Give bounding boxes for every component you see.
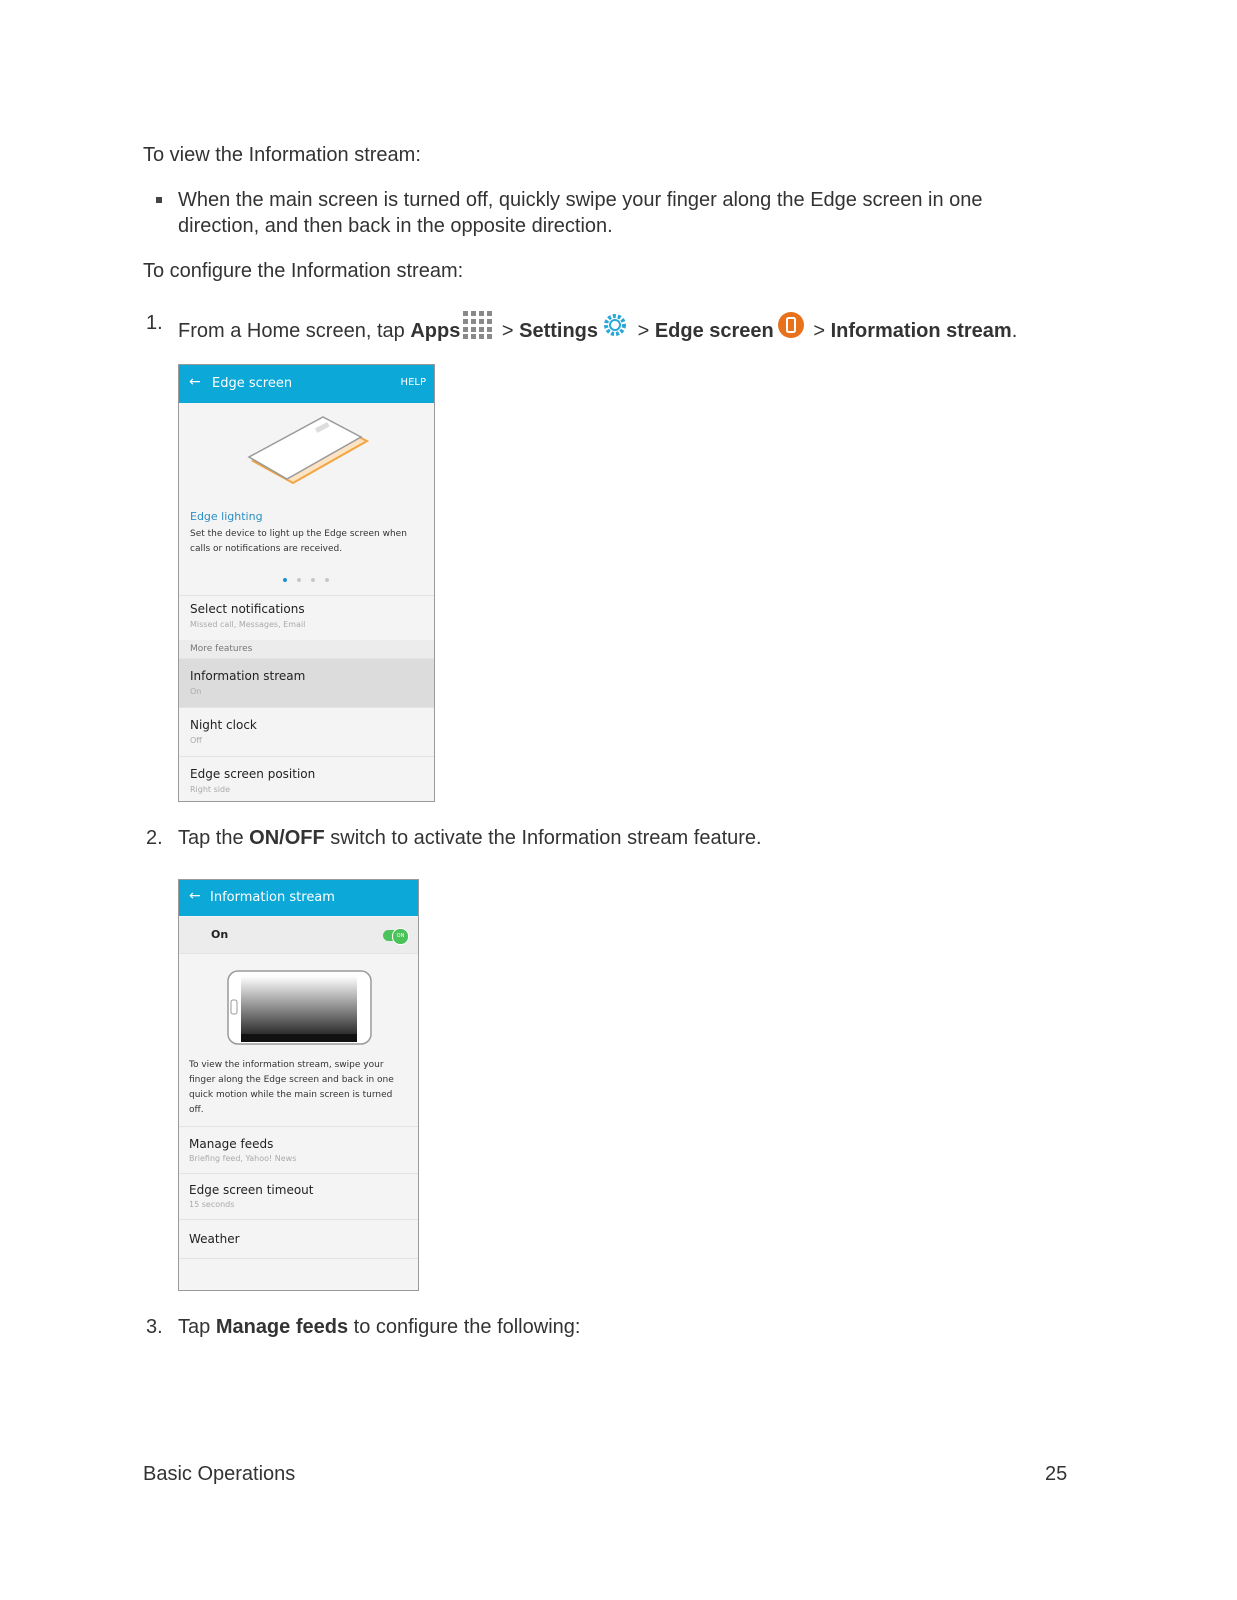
edge-screen-position-row[interactable] <box>179 757 434 801</box>
on-off-toggle[interactable] <box>383 930 407 941</box>
edge-screen-screenshot <box>178 364 435 802</box>
step2-suffix: switch to activate the Information stream feature. <box>324 827 762 849</box>
back-arrow-icon[interactable]: ← <box>189 374 201 390</box>
edge-screen-timeout-label: Edge screen timeout <box>189 1183 314 1197</box>
onoff-label: ON/OFF <box>249 827 325 849</box>
bullet-text-line2: direction, and then back in the opposite direction. <box>178 215 613 237</box>
more-features-header <box>179 640 434 659</box>
edge-screen-timeout-row[interactable] <box>179 1173 418 1220</box>
step3-text <box>178 1314 580 1340</box>
phone-stream-illustration <box>227 970 373 1050</box>
weather-row[interactable] <box>179 1220 418 1259</box>
apps-grid-icon <box>463 311 493 346</box>
step1-text <box>178 311 1017 346</box>
step3-number: 3. <box>146 1316 163 1338</box>
intro-view-text: To view the Information stream: <box>143 144 421 166</box>
information-stream-row-sub: On <box>190 687 202 696</box>
step3-prefix: Tap <box>178 1316 216 1338</box>
select-notifications-sub: Missed call, Messages, Email <box>190 620 306 629</box>
weather-label: Weather <box>189 1232 240 1246</box>
back-arrow-icon[interactable]: ← <box>189 888 201 904</box>
page-indicator-dot <box>311 578 315 582</box>
edge-screen-position-sub: Right side <box>190 785 230 794</box>
page-indicator-dot <box>283 578 287 582</box>
settings-label: Settings <box>519 320 599 342</box>
settings-gear-icon <box>601 311 629 346</box>
screen-title: Edge screen <box>212 376 293 391</box>
page-indicator-dot <box>325 578 329 582</box>
toggle-knob: ON <box>392 928 409 945</box>
edge-screen-icon <box>777 311 805 346</box>
app-bar <box>179 365 434 403</box>
screen-title: Information stream <box>210 890 335 905</box>
step1-sep3: > <box>807 320 831 342</box>
manage-feeds-label: Manage feeds <box>215 1316 349 1338</box>
manage-feeds-row[interactable] <box>179 1126 418 1174</box>
page-indicator-dot <box>297 578 301 582</box>
step1-prefix: From a Home screen, tap <box>178 320 411 342</box>
manage-feeds-sub: Briefing feed, Yahoo! News <box>189 1154 297 1163</box>
footer-section: Basic Operations <box>143 1463 296 1485</box>
bullet-marker <box>156 197 162 203</box>
information-stream-screenshot <box>178 879 419 1291</box>
edge-screen-timeout-sub: 15 seconds <box>189 1200 235 1209</box>
edge-screen-label: Edge screen <box>654 320 774 342</box>
stream-description: To view the information stream, swipe your finger along the Edge screen and back in one quick motion while the main screen is turned off. <box>189 1060 394 1115</box>
step1-sep1: > <box>496 320 520 342</box>
edge-screen-position-label: Edge screen position <box>190 767 316 781</box>
information-stream-row-label: Information stream <box>190 669 306 683</box>
step2-text <box>178 825 762 851</box>
edge-lighting-desc: Set the device to light up the Edge screen when calls or notifications are received. <box>190 529 407 554</box>
manage-feeds-label: Manage feeds <box>189 1137 274 1151</box>
step3-suffix: to configure the following: <box>348 1316 581 1338</box>
select-notifications-row[interactable] <box>179 595 434 641</box>
information-stream-row[interactable] <box>179 659 434 708</box>
night-clock-row[interactable] <box>179 708 434 757</box>
intro-configure-text: To configure the Information stream: <box>143 260 464 282</box>
apps-label: Apps <box>410 320 461 342</box>
more-features-label: More features <box>190 644 253 654</box>
help-button[interactable]: HELP <box>400 377 426 388</box>
master-switch-row[interactable] <box>179 917 418 954</box>
phone-illustration <box>239 411 379 495</box>
edge-lighting-title: Edge lighting <box>190 510 263 523</box>
select-notifications-label: Select notifications <box>190 602 305 616</box>
bullet-text-line1: When the main screen is turned off, quickly swipe your finger along the Edge screen in one <box>178 189 983 211</box>
page-number: 25 <box>1045 1463 1068 1485</box>
on-label: On <box>211 928 229 941</box>
night-clock-sub: Off <box>190 736 202 745</box>
night-clock-label: Night clock <box>190 718 257 732</box>
step1-number: 1. <box>146 312 163 334</box>
step1-sep2: > <box>632 320 655 342</box>
step2-number: 2. <box>146 827 163 849</box>
app-bar <box>179 880 418 916</box>
step2-prefix: Tap the <box>178 827 250 849</box>
information-stream-label: Information stream <box>830 320 1012 342</box>
step1-suffix: . <box>1011 320 1018 342</box>
